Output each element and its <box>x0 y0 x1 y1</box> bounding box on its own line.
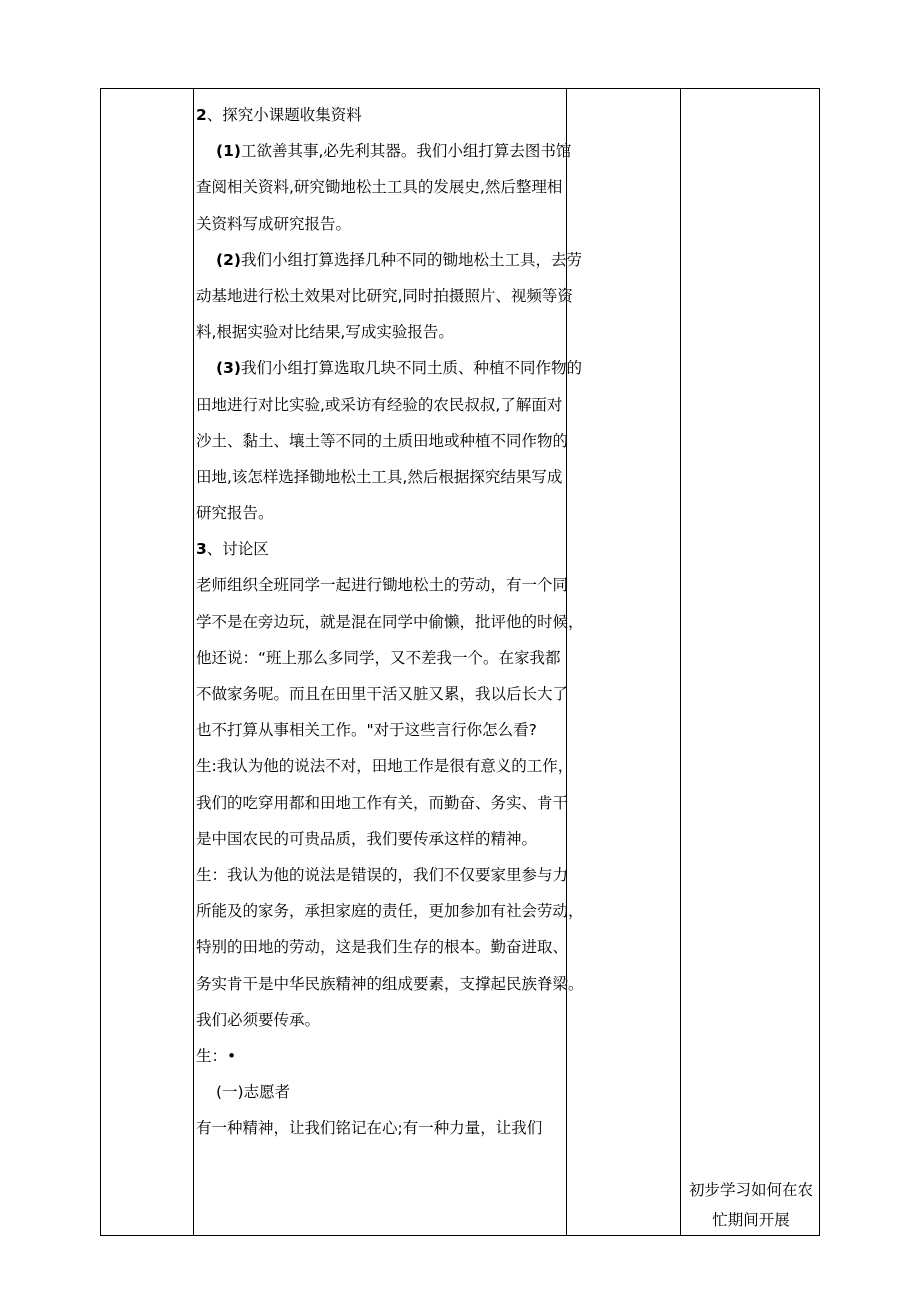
student-answer-line: 生:我认为他的说法不对，田地工作是很有意义的工作， <box>196 757 574 776</box>
discussion-line: 不做家务呢。而且在田里干活又脏又累，我以后长大了 <box>196 685 569 703</box>
student-answer-line: 特别的田地的劳动，这是我们生存的根本。勤奋进取、 <box>196 938 569 957</box>
item-1-line: 关资料写成研究报告。 <box>196 214 352 233</box>
side-note-cell <box>681 1175 821 1235</box>
item-2-line: 动基地进行松土效果对比研究,同时拍摄照片、视频等资 <box>196 286 573 305</box>
discussion-line: 老师组织全班同学一起进行锄地松土的劳动，有一个同 <box>196 576 569 595</box>
discussion-line: 学不是在旁边玩，就是混在同学中偷懒，批评他的时候， <box>196 612 584 631</box>
section-2-heading: 2、探究小课题收集资料 <box>196 106 362 124</box>
discussion-line: 他还说：“班上那么多同学，又不差我一个。在家我都 <box>196 648 561 667</box>
discussion-line: 也不打算从事相关工作。"对于这些言行你怎么看? <box>196 721 537 740</box>
activity-content-cell <box>194 89 584 1146</box>
student-answer-line: 我们必须要传承。 <box>196 1010 321 1029</box>
student-answer-line: 所能及的家务，承担家庭的责任，更加参加有社会劳动， <box>196 902 584 921</box>
side-note-line: 初步学习如何在农 <box>688 1181 813 1199</box>
item-3-line: 田地进行对比实验,或采访有经验的农民叔叔,了解面对 <box>196 395 563 414</box>
item-2-line: 料,根据实验对比结果,写成实验报告。 <box>196 323 454 342</box>
side-note-line: 忙期间开展 <box>712 1211 790 1229</box>
student-answer-line: 我们的吃穿用都和田地工作有关，而勤奋、务实、肯干 <box>196 793 569 812</box>
student-answer-line: 生：• <box>196 1046 237 1065</box>
volunteer-line: 有一种精神，让我们铭记在心;有一种力量，让我们 <box>196 1119 543 1138</box>
item-2-line: (2)我们小组打算选择几种不同的锄地松土工具，去劳 <box>216 250 582 269</box>
item-3-line: 沙土、黏土、壤土等不同的土质田地或种植不同作物的 <box>196 431 569 450</box>
volunteer-heading: (一)志愿者 <box>216 1083 291 1102</box>
item-1-line: (1)工欲善其事,必先利其器。我们小组打算去图书馆 <box>216 142 572 161</box>
column-divider <box>680 89 681 1235</box>
item-1-line: 查阅相关资料,研究锄地松土工具的发展史,然后整理相 <box>196 178 563 197</box>
item-3-line: 田地,该怎样选择锄地松土工具,然后根据探究结果写成 <box>196 467 563 486</box>
section-3-heading: 3、讨论区 <box>196 540 269 559</box>
item-3-line: 研究报告。 <box>196 504 274 523</box>
lesson-table <box>100 88 820 1236</box>
item-3-line: (3)我们小组打算选取几块不同土质、种植不同作物的 <box>216 359 582 378</box>
student-answer-line: 务实肯干是中华民族精神的组成要素，支撑起民族脊梁。 <box>196 974 584 993</box>
student-answer-line: 生：我认为他的说法是错误的，我们不仅要家里参与力 <box>196 865 569 884</box>
student-answer-line: 是中国农民的可贵品质，我们要传承这样的精神。 <box>196 829 538 848</box>
